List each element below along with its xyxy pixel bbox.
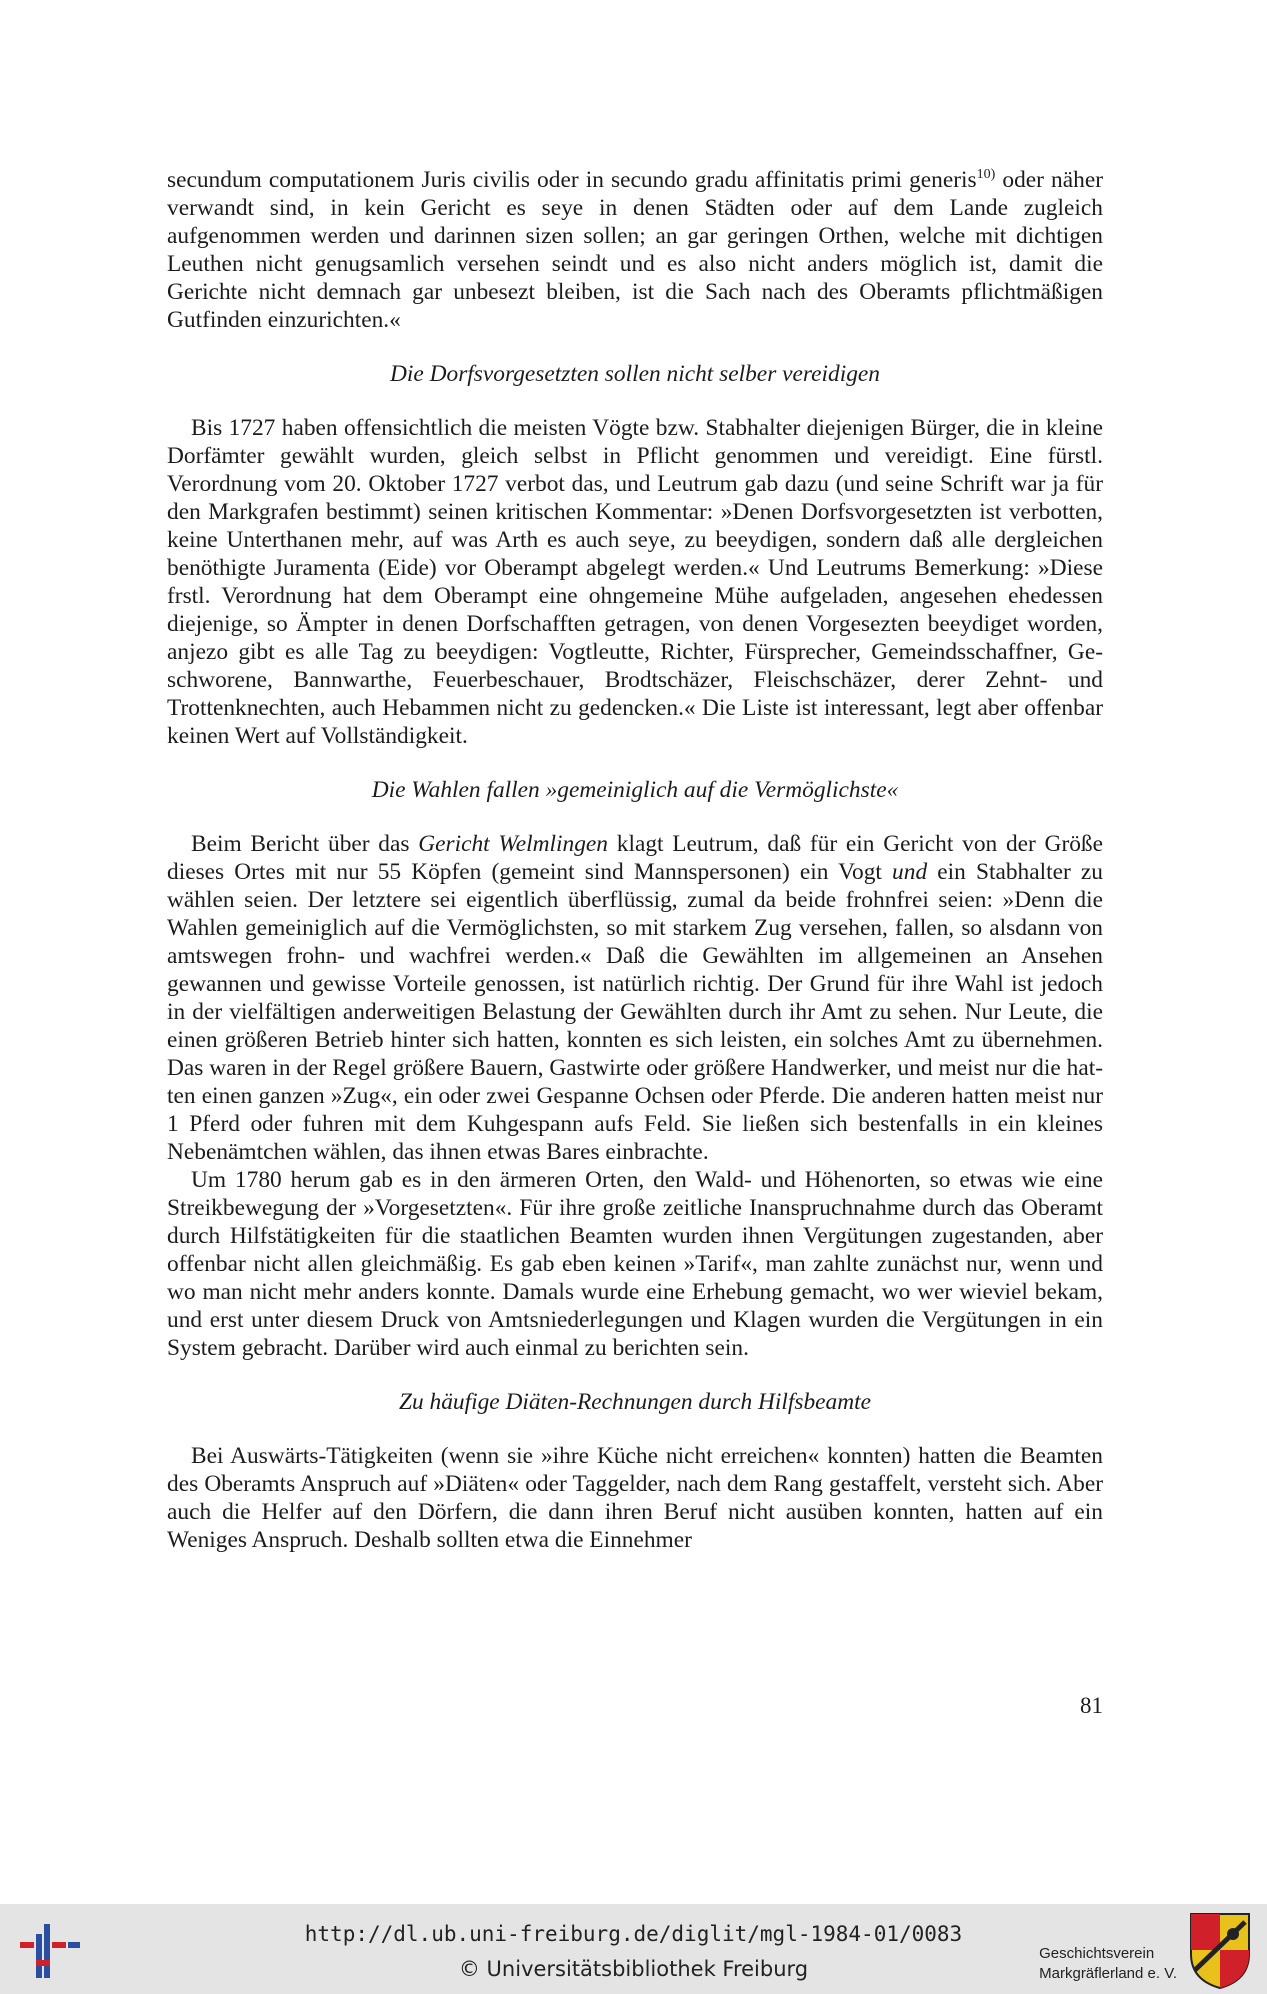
coat-of-arms-icon <box>1187 1910 1253 1990</box>
section-heading-3: Zu häufige Diäten-Rechnungen durch Hilfsbeamte <box>398 1389 872 1415</box>
society-name-line-2: Markgräflerland e. V. <box>1039 1965 1177 1982</box>
paragraph-3-b: klagt Leutrum, daß für ein Gericht von der Größe dieses Ortes mit nur 55 Köpfen (gemeint sind Mannspersonen) ein Vogt <box>167 831 1104 885</box>
copyright-notice: © Universitätsbibliothek Freiburg <box>458 1957 809 1981</box>
paragraph-3 <box>167 830 1103 1166</box>
permalink-url[interactable]: http://dl.ub.uni-freiburg.de/diglit/mgl-1984-01/0083 <box>304 1922 963 1946</box>
paragraph-1-rest: oder näher verwandt sind, in kein Gericht es seye in denen Städten oder auf dem Lande zugleich aufgenommen werden und darinnen sizen sollen; an gar geringen Orthen, welche mit dichtigen Leuthen nicht genugsamlich versehen seindt und es also nicht anders möglich ist, damit die Gerichte nicht demnach gar unbesezt bleiben, ist die Sach nach des Oberamts pflichtmäßigen Gutfinden einzurichten.« <box>167 167 1104 333</box>
society-name-line-1: Geschichtsverein <box>1039 1945 1155 1962</box>
paragraph-3-a: Beim Bericht über das <box>191 831 419 857</box>
paragraph-3-emphasis-2: und <box>892 859 928 885</box>
footer-bar <box>0 1904 1267 1994</box>
paragraph-1-start: secundum computationem Juris civilis oder in secundo gradu affinitatis primi generis <box>167 167 977 193</box>
footnote-ref[interactable]: 10) <box>976 167 996 183</box>
paragraph-3-emphasis-1: Gericht Welmlingen <box>418 831 609 857</box>
section-heading-1: Die Dorfsvorgesetzten sollen nicht selber vereidigen <box>389 361 880 387</box>
society-name <box>1039 1944 1177 1984</box>
section-heading-2: Die Wahlen fallen »gemeiniglich auf die Vermöglichste« <box>371 777 899 803</box>
paragraph-3-c: ein Stabhalter zu wählen seien. Der letztere sei eigentlich überflüssig, zumal da beide frohnfrei seien: »Denn die Wahlen gemeiniglich auf die Vermöglichsten, so mit starkem Zug versehen, fallen, so alsdann von amtswegen frohn- und wachfrei werden.« Daß die Gewählten im allgemeinen an Ansehen gewannen und gewisse Vorteile genossen, ist natürlich richtig. Der Grund für ihre Wahl ist jedoch in der vielfältigen anderweitigen Belastung der Gewählten durch ihr Amt zu sehen. Nur Leute, die einen größeren Betrieb hinter sich hatten, konnten es sich leisten, ein solches Amt zu übernehmen. Das waren in der Regel größere Bauern, Gastwirte oder größere Handwerker, und meist nur die hatten einen ganzen »Zug«, ein oder zwei Gespanne Ochsen oder Pferde. Die anderen hatten meist nur 1 Pferd oder fuhren mit dem Kuhgespann aufs Feld. Sie ließen sich bestenfalls in ein kleines Nebenämtchen wählen, das ihnen etwas Bares einbrachte. <box>167 859 1103 1165</box>
body-text <box>167 166 1103 1554</box>
paragraph-5: Bei Auswärts-Tätigkeiten (wenn sie »ihre Küche nicht erreichen« konnten) hatten die Beamten des Oberamts Anspruch auf »Diäten« oder Taggelder, nach dem Rang gestaffelt, versteht sich. Aber auch die Helfer auf den Dörfern, die dann ihren Beruf nicht ausüben konnten, hatten auf ein Weniges Anspruch. Deshalb sollten etwa die Einnehmer <box>167 1443 1103 1553</box>
paragraph-2: Bis 1727 haben offensichtlich die meisten Vögte bzw. Stabhalter diejenigen Bürger, die in kleine Dorfämter gewählt wurden, gleich selbst in Pflicht genommen und vereidigt. Eine fürstl. Verordnung vom 20. Oktober 1727 verbot das, und Leutrum gab dazu (und seine Schrift war ja für den Markgrafen bestimmt) seinen kritischen Kommentar: »Denen Dorfsvorgesetzten ist verbotten, keine Unterthanen mehr, auf was Arth es auch seye, zu beeydigen, sondern daß alle dergleichen benöthigte Juramenta (Eide) vor Oberampt abgelegt werden.« Und Leutrums Bemerkung: »Diese frstl. Verordnung hat dem Oberampt eine ohngemeine Mühe aufgeladen, angesehen ehedessen diejenige, so Ämpter in denen Dorfschafften getragen, von denen Vorgesezten beeydiget worden, anjezo gibt es alle Tag zu beeydigen: Vogtleutte, Richter, Fürsprecher, Gemeindsschaffner, Geschworene, Bannwarthe, Feuerbeschauer, Brodtschäzer, Fleischschäzer, derer Zehnt- und Trottenknechten, auch Hebammen nicht zu gedencken.« Die Liste ist interessant, legt aber offenbar keinen Wert auf Vollständigkeit. <box>167 415 1103 749</box>
page-number: 81 <box>1080 1693 1103 1718</box>
paragraph-1 <box>167 166 1103 334</box>
paragraph-4: Um 1780 herum gab es in den ärmeren Orten, den Wald- und Höhenorten, so etwas wie eine Streikbewegung der »Vorgesetzten«. Für ihre große zeitliche Inanspruchnahme durch das Oberamt durch Hilfstätigkeiten für die staatlichen Beamten wurden ihnen Vergütungen zugestanden, aber offenbar nicht allen gleichmäßig. Es gab eben keinen »Tarif«, man zahlte zunächst nur, wenn und wo man nicht mehr anders konnte. Damals wurde eine Erhebung gemacht, wo wer wieviel bekam, und erst unter diesem Druck von Amtsniederlegungen und Klagen wurden die Vergütungen in ein System gebracht. Darüber wird auch einmal zu berichten sein. <box>167 1167 1103 1361</box>
